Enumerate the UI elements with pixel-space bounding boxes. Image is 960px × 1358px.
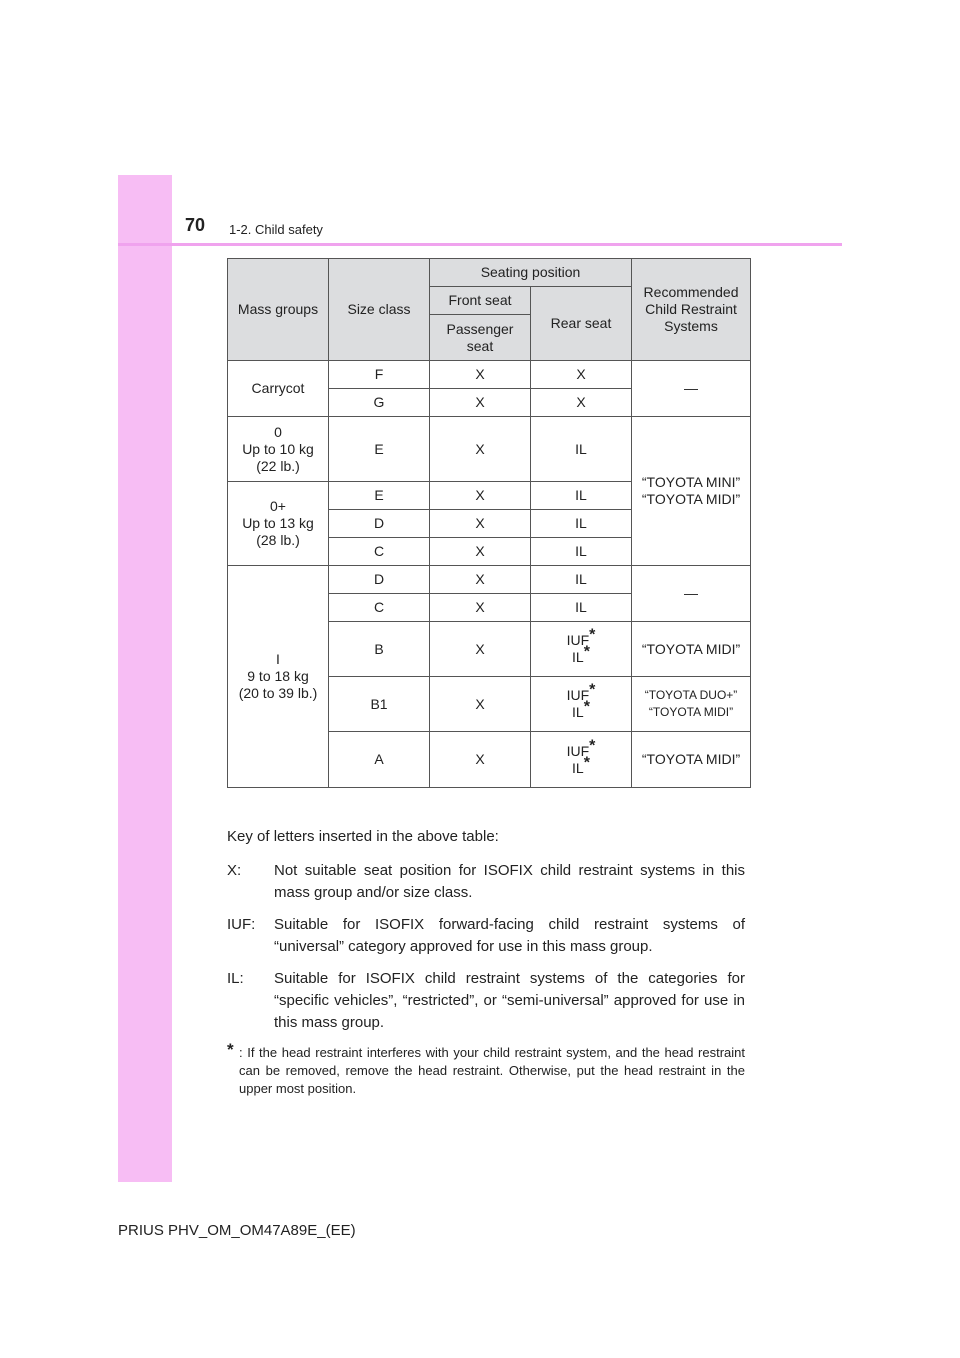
front-seat-cell: X bbox=[430, 732, 531, 788]
header-mass-groups: Mass groups bbox=[228, 259, 329, 361]
recommended-cell: “TOYOTA MIDI” bbox=[632, 622, 751, 677]
asterisk-icon: * bbox=[583, 698, 590, 716]
rear-value-il: IL bbox=[572, 649, 584, 665]
size-cell: C bbox=[329, 594, 430, 622]
header-size-class: Size class bbox=[329, 259, 430, 361]
table-row bbox=[228, 361, 751, 389]
front-seat-cell: X bbox=[430, 677, 531, 732]
front-seat-cell: X bbox=[430, 622, 531, 677]
rear-value-il: IL bbox=[572, 759, 584, 776]
rear-seat-cell: IL bbox=[531, 417, 632, 482]
group-1: I 9 to 18 kg (20 to 39 lb.) bbox=[228, 566, 329, 788]
recommended-cell: — bbox=[632, 361, 751, 417]
key-letter: X: bbox=[227, 862, 242, 879]
front-seat-cell: X bbox=[430, 389, 531, 417]
header-divider bbox=[118, 243, 842, 246]
size-cell: B1 bbox=[329, 677, 430, 732]
asterisk-icon: * bbox=[583, 643, 590, 661]
rear-seat-cell: IL bbox=[531, 538, 632, 566]
asterisk-icon: * bbox=[227, 1040, 234, 1059]
front-seat-cell: X bbox=[430, 510, 531, 538]
size-cell: G bbox=[329, 389, 430, 417]
front-seat-cell: X bbox=[430, 538, 531, 566]
header-seating-position: Seating position bbox=[430, 259, 632, 287]
header-recommended-crs: Recommended Child Restraint Systems bbox=[632, 259, 751, 361]
rear-value-iuf: IUF bbox=[566, 687, 590, 703]
rear-seat-cell: X bbox=[531, 389, 632, 417]
recommended-cell: “TOYOTA DUO+” “TOYOTA MIDI” bbox=[632, 677, 751, 732]
size-cell: B bbox=[329, 622, 430, 677]
size-cell: D bbox=[329, 566, 430, 594]
rear-seat-cell bbox=[531, 677, 632, 732]
rear-seat-cell: IL bbox=[531, 510, 632, 538]
asterisk-icon: * bbox=[589, 681, 596, 699]
key-intro: Key of letters inserted in the above table: bbox=[227, 828, 499, 845]
size-cell: A bbox=[329, 732, 430, 788]
document-footer-code: PRIUS PHV_OM_OM47A89E_(EE) bbox=[118, 1222, 356, 1239]
rear-seat-cell bbox=[531, 732, 632, 788]
asterisk-icon: * bbox=[583, 753, 590, 771]
header-passenger-seat: Passenger seat bbox=[430, 315, 531, 361]
rear-value-iuf: IUF bbox=[566, 742, 590, 759]
asterisk-icon: * bbox=[589, 736, 596, 754]
size-cell: E bbox=[329, 482, 430, 510]
rear-value-iuf: IUF bbox=[566, 632, 590, 648]
size-cell: C bbox=[329, 538, 430, 566]
rear-value-il: IL bbox=[572, 704, 584, 720]
table-key-notes bbox=[227, 826, 745, 1098]
recommended-cell: “TOYOTA MIDI” bbox=[632, 732, 751, 788]
page-number: 70 bbox=[185, 215, 206, 235]
front-seat-cell: X bbox=[430, 594, 531, 622]
rear-seat-cell: IL bbox=[531, 594, 632, 622]
side-tab-bar bbox=[118, 175, 172, 1182]
rear-seat-cell bbox=[531, 622, 632, 677]
key-description: Suitable for ISOFIX forward-facing child restraint systems of “universal” category approved for use in this mass group. bbox=[274, 916, 745, 955]
rear-seat-cell: IL bbox=[531, 482, 632, 510]
rear-seat-cell: X bbox=[531, 361, 632, 389]
rear-seat-cell: IL bbox=[531, 566, 632, 594]
front-seat-cell: X bbox=[430, 482, 531, 510]
front-seat-cell: X bbox=[430, 566, 531, 594]
group-0: 0 Up to 10 kg (22 lb.) bbox=[228, 417, 329, 482]
group-0-plus: 0+ Up to 13 kg (28 lb.) bbox=[228, 482, 329, 566]
front-seat-cell: X bbox=[430, 361, 531, 389]
key-item-il bbox=[227, 968, 745, 1034]
asterisk-footnote bbox=[227, 1040, 745, 1098]
footnote-text: : If the head restraint interferes with your child restraint system, and the head restraint can be removed, remove the head restraint. Otherwise, put the head restraint in the upper most position. bbox=[239, 1045, 745, 1096]
front-seat-cell: X bbox=[430, 417, 531, 482]
key-letter: IUF: bbox=[227, 916, 256, 933]
header-front-seat: Front seat bbox=[430, 287, 531, 315]
key-description: Suitable for ISOFIX child restraint systems of the categories for “specific vehicles”, “restricted”, or “semi-universal” approved for use in this mass group. bbox=[274, 970, 745, 1031]
recommended-cell: “TOYOTA MINI” “TOYOTA MIDI” bbox=[632, 417, 751, 566]
key-item-x bbox=[227, 860, 745, 904]
group-carrycot: Carrycot bbox=[228, 361, 329, 417]
header-rear-seat: Rear seat bbox=[531, 287, 632, 361]
size-cell: E bbox=[329, 417, 430, 482]
size-cell: D bbox=[329, 510, 430, 538]
key-item-iuf bbox=[227, 914, 745, 958]
table-row bbox=[228, 417, 751, 482]
key-description: Not suitable seat position for ISOFIX child restraint systems in this mass group and/or size class. bbox=[274, 862, 745, 901]
isofix-table-container bbox=[227, 258, 750, 788]
table-header-row bbox=[228, 259, 751, 287]
section-title: 1-2. Child safety bbox=[229, 222, 323, 237]
key-letter: IL: bbox=[227, 970, 244, 987]
asterisk-icon: * bbox=[589, 626, 596, 644]
table-row bbox=[228, 566, 751, 594]
isofix-compatibility-table bbox=[227, 258, 751, 788]
recommended-cell: — bbox=[632, 566, 751, 622]
size-cell: F bbox=[329, 361, 430, 389]
